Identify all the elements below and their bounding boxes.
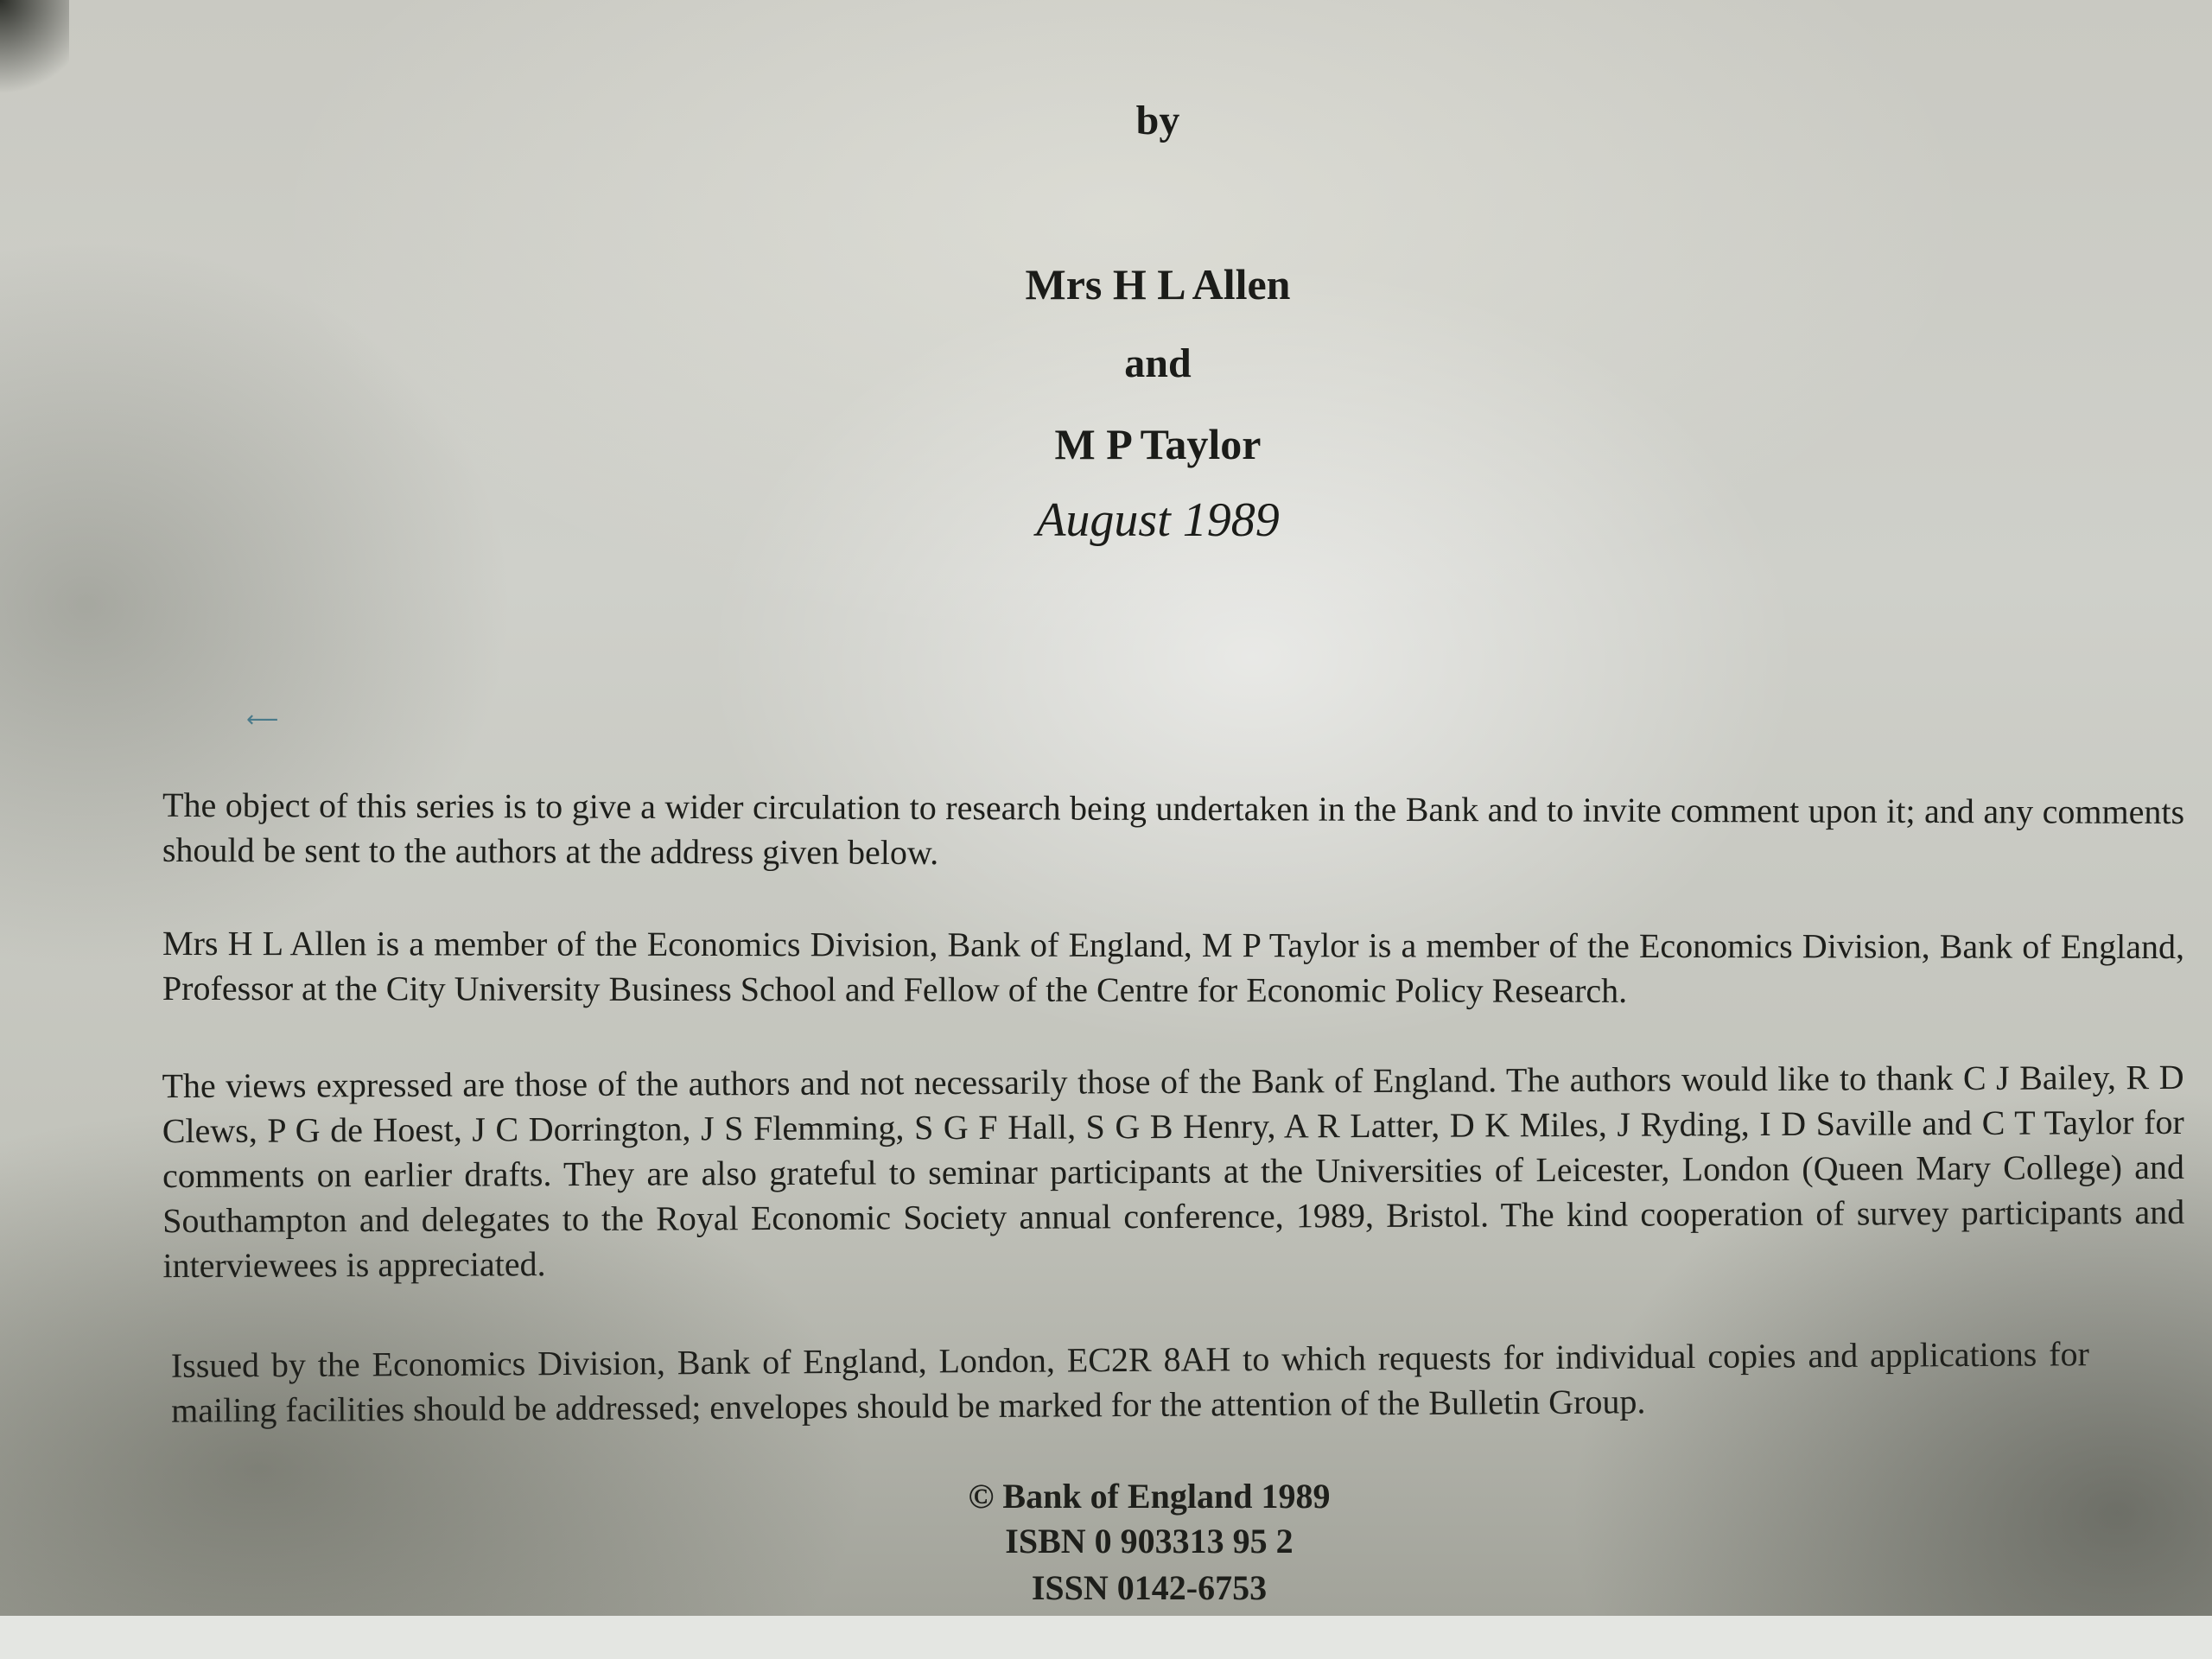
- page-shadow-corner: [0, 0, 69, 104]
- ink-mark: ⟵: [246, 707, 279, 733]
- paragraph-issued-by: Issued by the Economics Division, Bank of England, London, EC2R 8AH to which requests for individual copies and applications for mailing facilities should be addressed; envelopes should be marked for the attention of the Bulletin Group.: [170, 1334, 2089, 1430]
- publication-date: August 1989: [1036, 493, 1280, 547]
- paragraph-acknowledgements: The views expressed are those of the authors and not necessarily those of the Bank of England. The authors would like to thank C J Bailey, R D Clews, P G de Hoest, J C Dorrington, J S Flemming, S G F Hall, S G B Henry, A R Latter, D K Miles, J Ryding, I D Saville and C T Taylor for comments on earlier drafts. They are also grateful to seminar participants at the Universities of Leicester, London (Queen Mary College) and Southampton and delegates to the Royal Economic Society annual conference, 1989, Bristol. The kind cooperation of survey participants and interviewees is appreciated.: [162, 1057, 2185, 1286]
- author-name-1: Mrs H L Allen: [1025, 260, 1291, 308]
- author-conjunction: and: [1124, 340, 1192, 386]
- paragraph-authors: Mrs H L Allen is a member of the Economics Division, Bank of England, M P Taylor is a member of the Economics Division, Bank of England, Professor at the City University Business School and Fellow of the Centre for Economic Policy Research.: [162, 923, 2185, 1010]
- copyright-notice: © Bank of England 1989: [968, 1477, 1331, 1516]
- isbn-number: ISBN 0 903313 95 2: [1005, 1522, 1294, 1560]
- paragraph-purpose: The object of this series is to give a wider circulation to research being undertaken in the Bank and to invite comment upon it; and any comments should be sent to the authors at the address given below.: [162, 785, 2185, 873]
- author-name-2: M P Taylor: [1054, 420, 1262, 468]
- page-bottom-edge: [0, 1616, 2212, 1659]
- by-line: by: [1135, 98, 1180, 143]
- issn-number: ISSN 0142-6753: [1031, 1568, 1268, 1607]
